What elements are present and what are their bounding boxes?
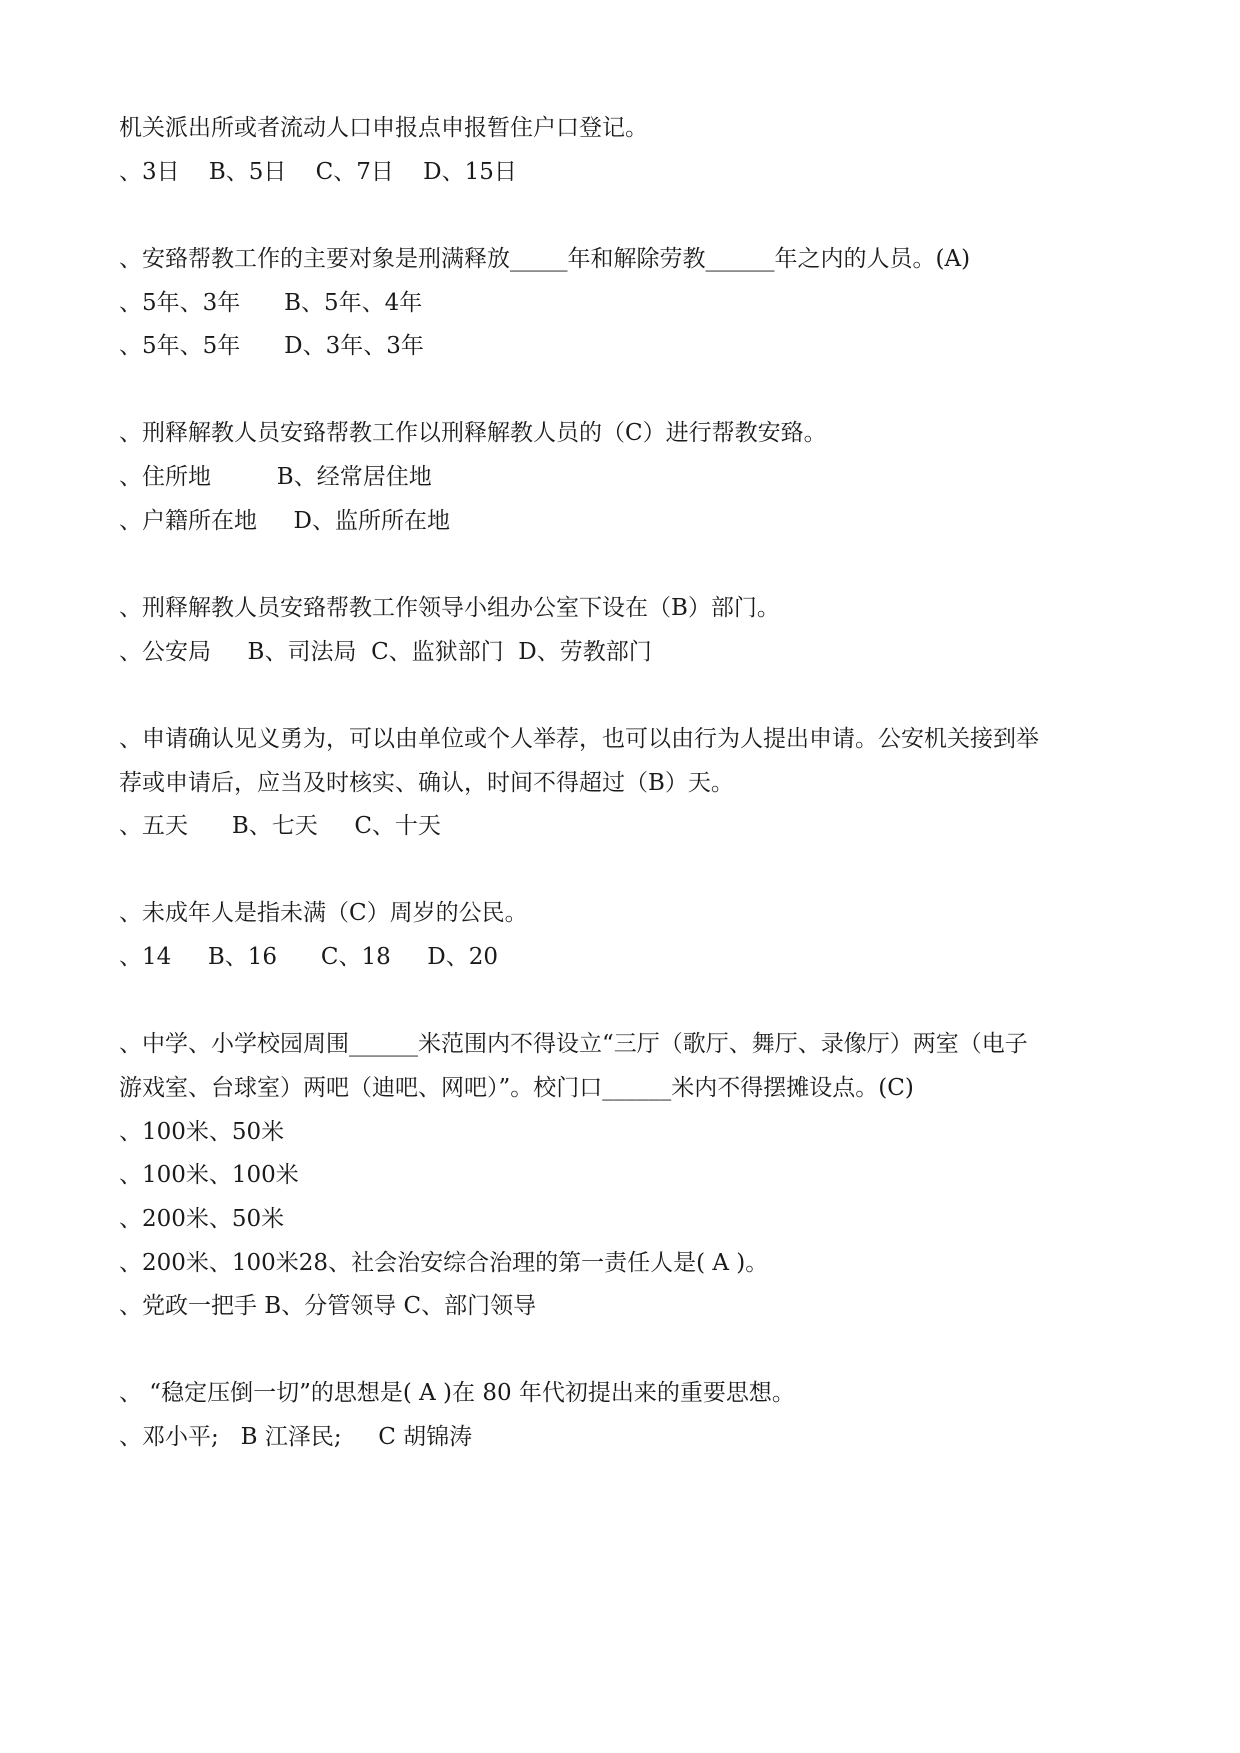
question-line: 、申请确认见义勇为，可以由单位或个人举荐，也可以由行为人提出申请。公安机关接到举: [119, 726, 1039, 752]
question-line: 、刑释解教人员安臵帮教工作以刑释解教人员的（C）进行帮教安臵。: [119, 420, 827, 446]
question-line: 、中学、小学校园周围______米范围内不得设立“三厅（歌厅、舞厅、录像厅）两室（电子: [119, 1031, 1028, 1057]
option-line: 、100米、100米: [119, 1162, 299, 1188]
option-line: 、5年、5年 D、3年、3年: [119, 333, 424, 359]
text-line: 、3日 B、5日 C、7日 D、15日: [119, 159, 517, 185]
option-line: 、200米、50米: [119, 1206, 285, 1232]
option-line: 、5年、3年 B、5年、4年: [119, 290, 423, 316]
option-line: 、五天 B、七天 C、十天: [119, 813, 441, 839]
option-line: 、住所地 B、经常居住地: [119, 464, 432, 490]
option-line: 、100米、50米: [119, 1119, 285, 1145]
option-line: 、党政一把手 B、分管领导 C、部门领导: [119, 1293, 537, 1319]
question-line: 荐或申请后，应当及时核实、确认，时间不得超过（B）天。: [119, 770, 734, 796]
question-line: 、刑释解教人员安臵帮教工作领导小组办公室下设在（B）部门。: [119, 595, 780, 621]
option-line: 、公安局 B、司法局 C、监狱部门 D、劳教部门: [119, 639, 652, 665]
option-line: 、200米、100米28、社会治安综合治理的第一责任人是( A )。: [119, 1250, 769, 1276]
option-line: 、邓小平; B 江泽民; C 胡锦涛: [119, 1424, 473, 1450]
text-line: 机关派出所或者流动人口申报点申报暂住户口登记。: [119, 115, 648, 141]
question-line: 、安臵帮教工作的主要对象是刑满释放_____年和解除劳教______年之内的人员。(A): [119, 246, 971, 272]
option-line: 、户籍所在地 D、监所所在地: [119, 508, 450, 534]
option-line: 、14 B、16 C、18 D、20: [119, 944, 498, 970]
question-line: 、 “稳定压倒一切”的思想是( A )在 80 年代初提出来的重要思想。: [119, 1380, 795, 1406]
question-line: 游戏室、台球室）两吧（迪吧、网吧）”。校门口______米内不得摆摊设点。(C): [119, 1075, 914, 1101]
question-line: 、未成年人是指未满（C）周岁的公民。: [119, 900, 528, 926]
